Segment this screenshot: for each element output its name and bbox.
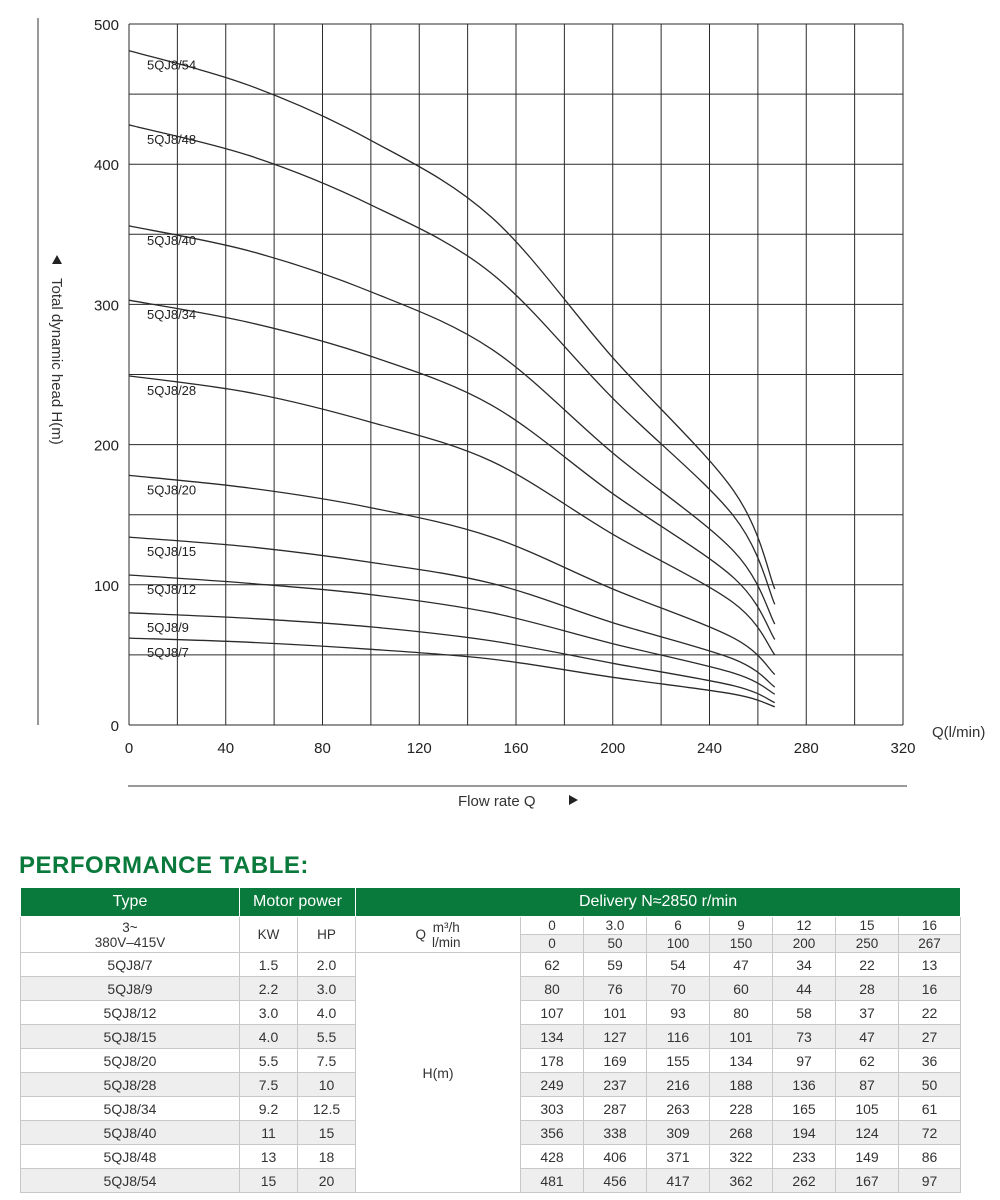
series-label: 5QJ8/20 [147, 482, 197, 498]
row-head-value: 47 [710, 953, 773, 977]
header-type: Type [21, 888, 240, 917]
chart-grid [129, 24, 903, 725]
unit-m3h: m³/h [432, 919, 460, 935]
performance-table-title: PERFORMANCE TABLE: [19, 852, 309, 879]
header-motor-power: Motor power [240, 888, 356, 917]
row-head-value: 167 [836, 1169, 899, 1193]
lmin-value: 50 [584, 935, 647, 953]
row-type: 5QJ8/20 [21, 1049, 240, 1073]
lmin-value: 200 [773, 935, 836, 953]
series-label: 5QJ8/28 [147, 382, 197, 398]
row-head-value: 263 [647, 1097, 710, 1121]
row-head-value: 287 [584, 1097, 647, 1121]
x-tick-label: 320 [890, 740, 916, 757]
m3h-value: 0 [521, 917, 584, 935]
row-head-value: 105 [836, 1097, 899, 1121]
m3h-value: 15 [836, 917, 899, 935]
y-tick-label: 200 [93, 437, 119, 455]
row-head-value: 107 [521, 1001, 584, 1025]
row-head-value: 34 [773, 953, 836, 977]
x-tick-label: 160 [503, 740, 529, 757]
row-head-value: 13 [899, 953, 961, 977]
lmin-value: 150 [710, 935, 773, 953]
row-head-value: 371 [647, 1145, 710, 1169]
row-hp: 20 [298, 1169, 356, 1193]
row-hp: 2.0 [298, 953, 356, 977]
row-type: 5QJ8/34 [21, 1097, 240, 1121]
x-tick-label: 40 [217, 740, 235, 757]
row-kw: 9.2 [240, 1097, 298, 1121]
x-unit-label: Q(l/min) [932, 724, 986, 741]
row-head-value: 16 [899, 977, 961, 1001]
row-head-value: 194 [773, 1121, 836, 1145]
row-head-value: 228 [710, 1097, 773, 1121]
row-type: 5QJ8/28 [21, 1073, 240, 1097]
row-head-value: 86 [899, 1145, 961, 1169]
y-tick-label: 100 [93, 577, 119, 595]
row-head-value: 62 [521, 953, 584, 977]
row-head-value: 362 [710, 1169, 773, 1193]
q-units-cell [356, 917, 521, 953]
row-head-value: 481 [521, 1169, 584, 1193]
row-head-value: 216 [647, 1073, 710, 1097]
row-kw: 2.2 [240, 977, 298, 1001]
row-head-value: 116 [647, 1025, 710, 1049]
y-tick-label: 300 [93, 297, 119, 315]
h-label-cell: H(m) [356, 953, 521, 1193]
series-label: 5QJ8/34 [147, 307, 197, 323]
row-head-value: 72 [899, 1121, 961, 1145]
series-label: 5QJ8/7 [147, 645, 189, 661]
row-kw: 7.5 [240, 1073, 298, 1097]
row-head-value: 27 [899, 1025, 961, 1049]
row-hp: 12.5 [298, 1097, 356, 1121]
row-kw: 11 [240, 1121, 298, 1145]
row-head-value: 97 [773, 1049, 836, 1073]
series-label: 5QJ8/54 [147, 57, 197, 73]
table-row [21, 953, 961, 977]
x-tick-label: 80 [314, 740, 331, 757]
hp-header: HP [298, 917, 356, 953]
row-head-value: 406 [584, 1145, 647, 1169]
series-label: 5QJ8/15 [147, 544, 197, 560]
row-head-value: 101 [584, 1001, 647, 1025]
x-axis-title: Flow rate Q [458, 793, 536, 810]
row-head-value: 62 [836, 1049, 899, 1073]
row-head-value: 136 [773, 1073, 836, 1097]
row-head-value: 36 [899, 1049, 961, 1073]
row-head-value: 47 [836, 1025, 899, 1049]
row-type: 5QJ8/48 [21, 1145, 240, 1169]
x-tick-label: 280 [793, 740, 819, 757]
row-type: 5QJ8/12 [21, 1001, 240, 1025]
m3h-value: 6 [647, 917, 710, 935]
table-units-row-1 [21, 917, 961, 935]
row-head-value: 356 [521, 1121, 584, 1145]
row-kw: 3.0 [240, 1001, 298, 1025]
row-type: 5QJ8/54 [21, 1169, 240, 1193]
lmin-value: 250 [836, 935, 899, 953]
row-kw: 4.0 [240, 1025, 298, 1049]
row-head-value: 59 [584, 953, 647, 977]
row-kw: 5.5 [240, 1049, 298, 1073]
row-head-value: 155 [647, 1049, 710, 1073]
x-tick-label: 0 [124, 740, 134, 757]
row-head-value: 61 [899, 1097, 961, 1121]
series-label: 5QJ8/48 [147, 131, 197, 147]
row-head-value: 58 [773, 1001, 836, 1025]
x-axis-arrow-icon [569, 795, 578, 805]
performance-table [20, 887, 961, 1193]
row-type: 5QJ8/40 [21, 1121, 240, 1145]
lmin-value: 100 [647, 935, 710, 953]
series-label: 5QJ8/9 [147, 619, 189, 635]
q-label: Q [415, 926, 427, 942]
header-delivery: Delivery N≈2850 r/min [356, 888, 961, 917]
row-hp: 3.0 [298, 977, 356, 1001]
row-head-value: 28 [836, 977, 899, 1001]
row-hp: 18 [298, 1145, 356, 1169]
row-head-value: 178 [521, 1049, 584, 1073]
row-head-value: 70 [647, 977, 710, 1001]
row-head-value: 87 [836, 1073, 899, 1097]
row-head-value: 134 [710, 1049, 773, 1073]
row-head-value: 60 [710, 977, 773, 1001]
chart-curve-labels [147, 58, 196, 660]
voltage-range: 380V–415V [94, 934, 166, 950]
y-axis-title: Total dynamic head H(m) [48, 278, 65, 445]
series-label: 5QJ8/12 [147, 581, 197, 597]
row-head-value: 127 [584, 1025, 647, 1049]
row-head-value: 80 [710, 1001, 773, 1025]
voltage-cell [21, 917, 240, 953]
m3h-value: 9 [710, 917, 773, 935]
row-hp: 10 [298, 1073, 356, 1097]
row-type: 5QJ8/15 [21, 1025, 240, 1049]
row-head-value: 303 [521, 1097, 584, 1121]
row-kw: 1.5 [240, 953, 298, 977]
row-head-value: 134 [521, 1025, 584, 1049]
row-head-value: 97 [899, 1169, 961, 1193]
table-header-row [21, 888, 961, 917]
row-hp: 4.0 [298, 1001, 356, 1025]
m3h-value: 12 [773, 917, 836, 935]
row-hp: 7.5 [298, 1049, 356, 1073]
row-hp: 15 [298, 1121, 356, 1145]
row-head-value: 76 [584, 977, 647, 1001]
series-label: 5QJ8/40 [147, 232, 197, 248]
row-type: 5QJ8/9 [21, 977, 240, 1001]
voltage-phase: 3~ [122, 919, 138, 935]
y-tick-label: 500 [93, 17, 119, 34]
m3h-value: 16 [899, 917, 961, 935]
row-head-value: 80 [521, 977, 584, 1001]
row-head-value: 456 [584, 1169, 647, 1193]
row-head-value: 188 [710, 1073, 773, 1097]
row-head-value: 73 [773, 1025, 836, 1049]
row-kw: 15 [240, 1169, 298, 1193]
row-head-value: 268 [710, 1121, 773, 1145]
row-head-value: 249 [521, 1073, 584, 1097]
row-head-value: 338 [584, 1121, 647, 1145]
row-head-value: 101 [710, 1025, 773, 1049]
row-head-value: 322 [710, 1145, 773, 1169]
row-hp: 5.5 [298, 1025, 356, 1049]
y-tick-label: 400 [93, 157, 119, 175]
lmin-value: 267 [899, 935, 961, 953]
x-tick-label: 240 [696, 740, 723, 757]
row-head-value: 149 [836, 1145, 899, 1169]
kw-header: KW [240, 917, 298, 953]
lmin-value: 0 [521, 935, 584, 953]
row-head-value: 417 [647, 1169, 710, 1193]
x-tick-label: 200 [600, 740, 626, 757]
row-head-value: 22 [836, 953, 899, 977]
row-kw: 13 [240, 1145, 298, 1169]
row-head-value: 50 [899, 1073, 961, 1097]
row-head-value: 309 [647, 1121, 710, 1145]
row-head-value: 169 [584, 1049, 647, 1073]
y-tick-label: 0 [110, 718, 119, 735]
row-head-value: 93 [647, 1001, 710, 1025]
row-head-value: 233 [773, 1145, 836, 1169]
row-head-value: 237 [584, 1073, 647, 1097]
row-head-value: 428 [521, 1145, 584, 1169]
row-head-value: 44 [773, 977, 836, 1001]
unit-lmin: l/min [432, 934, 461, 950]
m3h-value: 3.0 [584, 917, 647, 935]
x-tick-label: 120 [406, 740, 432, 757]
row-head-value: 165 [773, 1097, 836, 1121]
table-body [21, 953, 961, 1193]
row-type: 5QJ8/7 [21, 953, 240, 977]
row-head-value: 22 [899, 1001, 961, 1025]
row-head-value: 124 [836, 1121, 899, 1145]
row-head-value: 37 [836, 1001, 899, 1025]
row-head-value: 262 [773, 1169, 836, 1193]
y-axis-arrow-icon [52, 255, 62, 264]
row-head-value: 54 [647, 953, 710, 977]
